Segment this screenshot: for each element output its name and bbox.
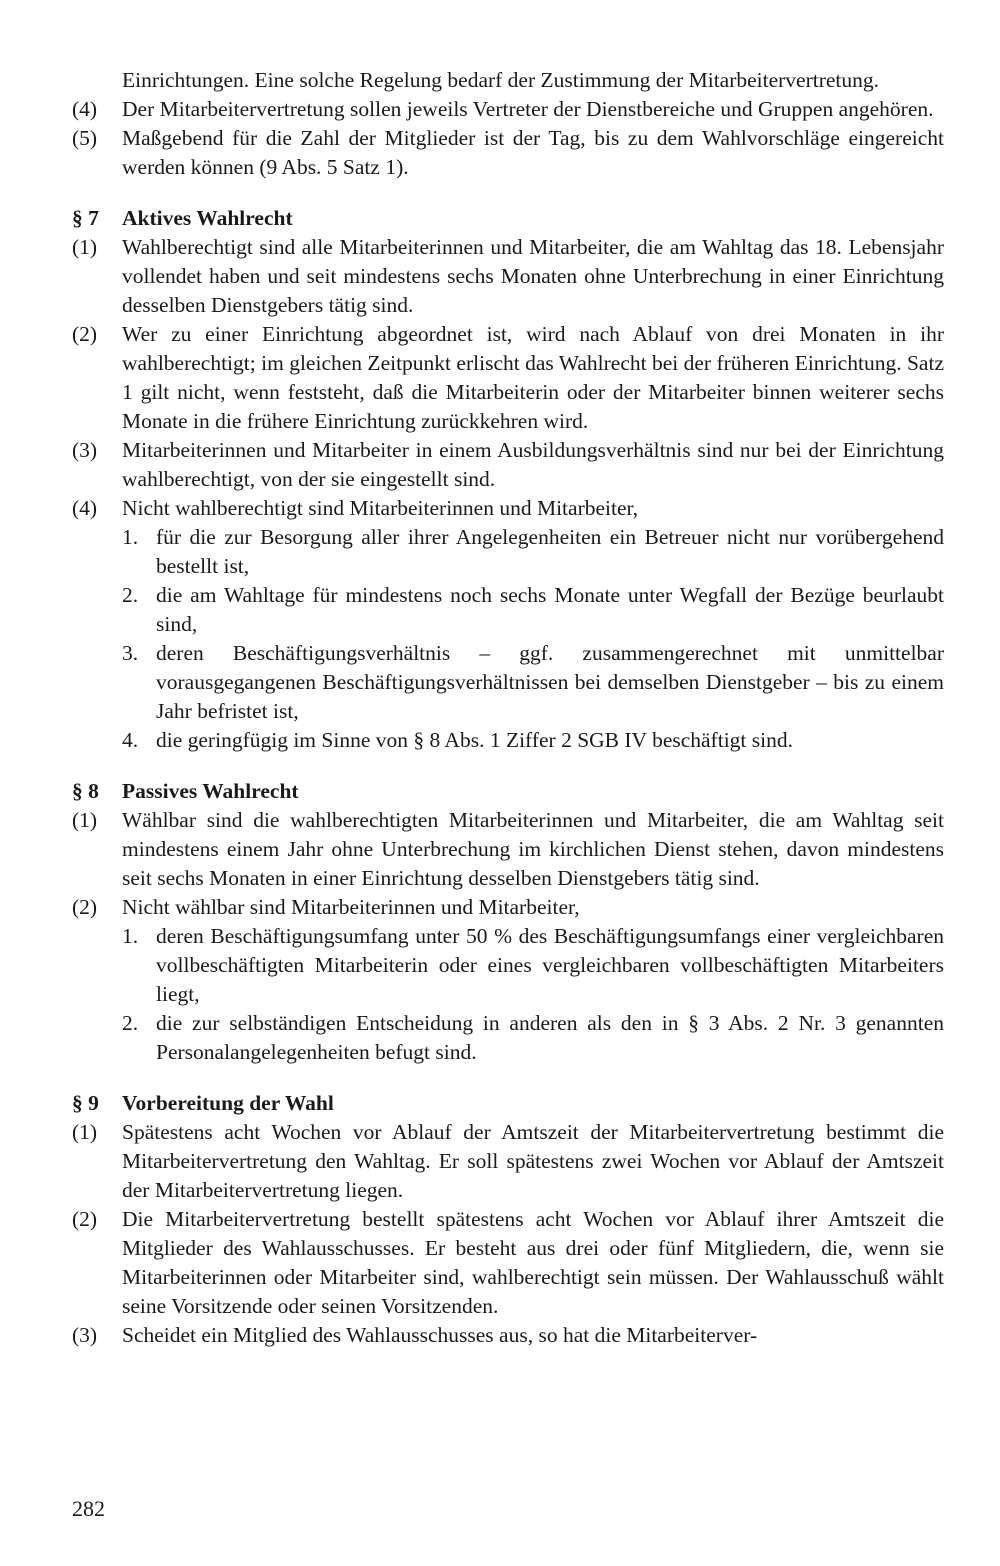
document-page (72, 66, 944, 1350)
paragraph-number: (2) (72, 895, 98, 919)
page-number: 282 (72, 1496, 105, 1521)
paragraph-text: Scheidet ein Mitglied des Wahlausschusses aus, so hat die Mitarbeiterver- (122, 1323, 758, 1347)
section-number: § 9 (72, 1091, 99, 1115)
paragraph (72, 1205, 944, 1321)
paragraph (72, 1321, 944, 1350)
paragraph-text: Wer zu einer Einrichtung abgeordnet ist, wird nach Ablauf von drei Monaten in ihr wahlberechtigt; im gleichen Zeitpunkt erlischt das Wahlrecht bei der früheren Einrichtung. Satz 1 gilt nicht, wenn feststeht, daß die Mitarbeiterin oder der Mitarbeiter binnen weiterer sechs Monate in die frühere Einrichtung zurückkehren wird. (122, 322, 944, 433)
list-item-text: die am Wahltage für mindestens noch sechs Monate unter Wegfall der Bezüge beurlaubt sind, (156, 583, 944, 636)
list-item-number: 2. (122, 1011, 139, 1035)
paragraph-text: Nicht wählbar sind Mitarbeiterinnen und Mitarbeiter, (122, 895, 580, 919)
list-item-text: die geringfügig im Sinne von § 8 Abs. 1 Ziffer 2 SGB IV beschäftigt sind. (156, 728, 793, 752)
paragraph-text: Wählbar sind die wahlberechtigten Mitarbeiterinnen und Mitarbeiter, die am Wahltag seit mindestens einem Jahr ohne Unterbrechung im kirchlichen Dienst stehen, davon mindestens seit sechs Monaten in einer Einrichtung desselben Dienstgebers tätig sind. (122, 808, 944, 890)
section-heading (72, 1089, 944, 1118)
list-item-number: 4. (122, 728, 139, 752)
list-item (122, 726, 944, 755)
paragraph (72, 893, 944, 922)
section-number: § 7 (72, 206, 99, 230)
list-item (122, 922, 944, 1009)
paragraph-text: Maßgebend für die Zahl der Mitglieder ist der Tag, bis zu dem Wahlvorschläge eingereicht werden können (9 Abs. 5 Satz 1). (122, 126, 944, 179)
paragraph-text: Der Mitarbeitervertretung sollen jeweils Vertreter der Dienstbereiche und Gruppen angehören. (122, 97, 934, 121)
list-item-text: deren Beschäftigungsumfang unter 50 % des Beschäftigungsumfangs einer vergleichbaren vollbeschäftigten Mitarbeiterin oder eines vergleichbaren vollbeschäftigten Mitarbeiters liegt, (156, 924, 944, 1006)
paragraph-text: Die Mitarbeitervertretung bestellt spätestens acht Wochen vor Ablauf ihrer Amtszeit die Mitglieder des Wahlausschusses. Er besteht aus drei oder fünf Mitgliedern, die, wenn sie Mitarbeiterinnen oder Mitarbeiter sind, wahlberechtigt sein müssen. Der Wahlausschuß wählt seine Vorsitzende oder seinen Vorsitzenden. (122, 1207, 944, 1318)
section-heading (72, 204, 944, 233)
section-8 (72, 777, 944, 1067)
section-heading (72, 777, 944, 806)
paragraph-number: (2) (72, 1207, 98, 1231)
section-title: Passives Wahlrecht (122, 779, 299, 803)
list-item-text: die zur selbständigen Entscheidung in anderen als den in § 3 Abs. 2 Nr. 3 genannten Personalangelegenheiten befugt sind. (156, 1011, 944, 1064)
paragraph-number: (1) (72, 235, 98, 259)
list-item-text: deren Beschäftigungsverhältnis – ggf. zusammengerechnet mit unmittelbar vorausgegangenen Beschäftigungsverhältnissen bei demselben Dienstgeber – bis zu einem Jahr befristet ist, (156, 641, 944, 723)
paragraph-text: Nicht wahlberechtigt sind Mitarbeiterinnen und Mitarbeiter, (122, 496, 639, 520)
section-title: Vorbereitung der Wahl (122, 1091, 334, 1115)
paragraph (72, 436, 944, 494)
list-item (122, 639, 944, 726)
paragraph-text: Wahlberechtigt sind alle Mitarbeiterinnen und Mitarbeiter, die am Wahltag das 18. Lebensjahr vollendet haben und seit mindestens sechs Monaten ohne Unterbrechung in einer Einrichtung desselben Dienstgebers tätig sind. (122, 235, 944, 317)
paragraph-number: (3) (72, 438, 98, 462)
list-item-number: 1. (122, 924, 139, 948)
paragraph (72, 1118, 944, 1205)
section-9 (72, 1089, 944, 1350)
section-title: Aktives Wahlrecht (122, 206, 293, 230)
continuation-text: Einrichtungen. Eine solche Regelung bedarf der Zustimmung der Mitarbeitervertretung. (122, 68, 880, 92)
list-item-number: 1. (122, 525, 139, 549)
paragraph-number: (1) (72, 1120, 98, 1144)
paragraph-number: (4) (72, 97, 98, 121)
paragraph-number: (5) (72, 126, 98, 150)
section-7 (72, 204, 944, 755)
paragraph-number: (3) (72, 1323, 98, 1347)
paragraph (72, 124, 944, 182)
paragraph-text: Spätestens acht Wochen vor Ablauf der Amtszeit der Mitarbeitervertretung bestimmt die Mitarbeitervertretung den Wahltag. Er soll spätestens zwei Wochen vor Ablauf der Amtszeit der Mitarbeitervertretung liegen. (122, 1120, 944, 1202)
list-item (122, 581, 944, 639)
enumeration-list (72, 523, 944, 755)
paragraph-number: (2) (72, 322, 98, 346)
list-item (122, 1009, 944, 1067)
list-item-number: 2. (122, 583, 139, 607)
paragraph-number: (4) (72, 496, 98, 520)
paragraph (72, 494, 944, 523)
list-item (122, 523, 944, 581)
section-number: § 8 (72, 779, 99, 803)
paragraph (72, 806, 944, 893)
list-item-number: 3. (122, 641, 139, 665)
paragraph (72, 95, 944, 124)
list-item-text: für die zur Besorgung aller ihrer Angelegenheiten ein Betreuer nicht nur vorübergehend bestellt ist, (156, 525, 944, 578)
paragraph-number: (1) (72, 808, 98, 832)
paragraph (72, 320, 944, 436)
paragraph (72, 233, 944, 320)
paragraph-text: Mitarbeiterinnen und Mitarbeiter in einem Ausbildungsverhältnis sind nur bei der Einrichtung wahlberechtigt, von der sie eingestellt sind. (122, 438, 944, 491)
enumeration-list (72, 922, 944, 1067)
